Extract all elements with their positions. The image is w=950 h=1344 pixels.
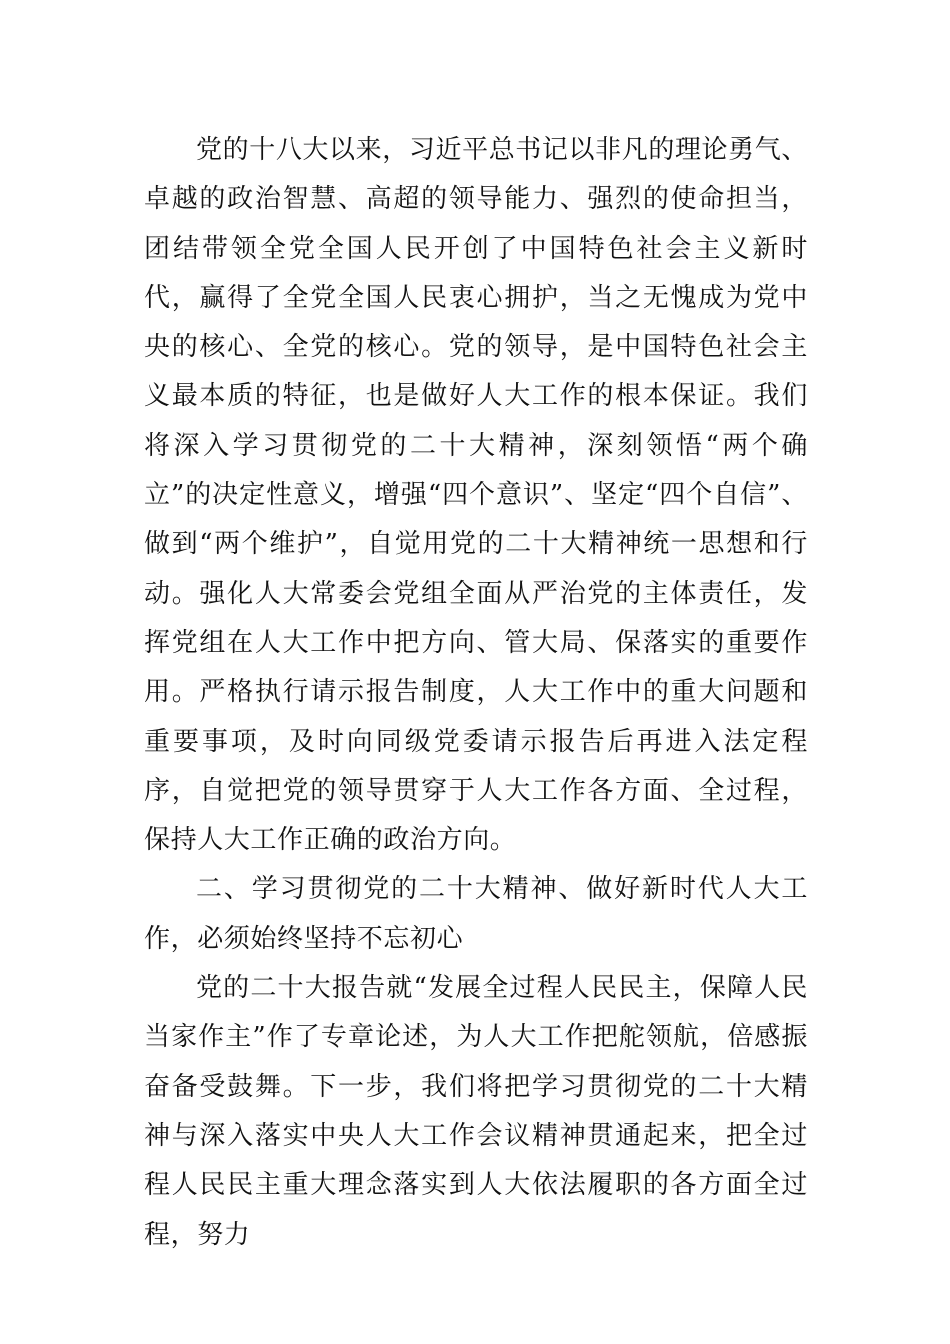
paragraph-whole-process-democracy: 党的二十大报告就“发展全过程人民民主，保障人民当家作主”作了专章论述，为人大工作把舵领航，倍感振奋备受鼓舞。下一步，我们将把学习贯彻党的二十大精神与深入落实中央人大工作会议精神贯通起来，把全过程人民民主重大理念落实到人大依法履职的各方面全过程，努力 [144, 973, 808, 1250]
section-heading-two: 二、学习贯彻党的二十大精神、做好新时代人大工作，必须始终坚持不忘初心 [144, 874, 808, 954]
paragraph-party-leadership: 党的十八大以来，习近平总书记以非凡的理论勇气、卓越的政治智慧、高超的领导能力、强烈的使命担当，团结带领全党全国人民开创了中国特色社会主义新时代，赢得了全党全国人民衷心拥护，当之无愧成为党中央的核心、全党的核心。党的领导，是中国特色社会主义最本质的特征，也是做好人大工作的根本保证。我们将深入学习贯彻党的二十大精神，深刻领悟“两个确立”的决定性意义，增强“四个意识”、坚定“四个自信”、做到“两个维护”，自觉用党的二十大精神统一思想和行动。强化人大常委会党组全面从严治党的主体责任，发挥党组在人大工作中把方向、管大局、保落实的重要作用。严格执行请示报告制度，人大工作中的重大问题和重要事项，及时向同级党委请示报告后再进入法定程序，自觉把党的领导贯穿于人大工作各方面、全过程，保持人大工作正确的政治方向。 [144, 135, 808, 856]
document-body [144, 126, 808, 1260]
